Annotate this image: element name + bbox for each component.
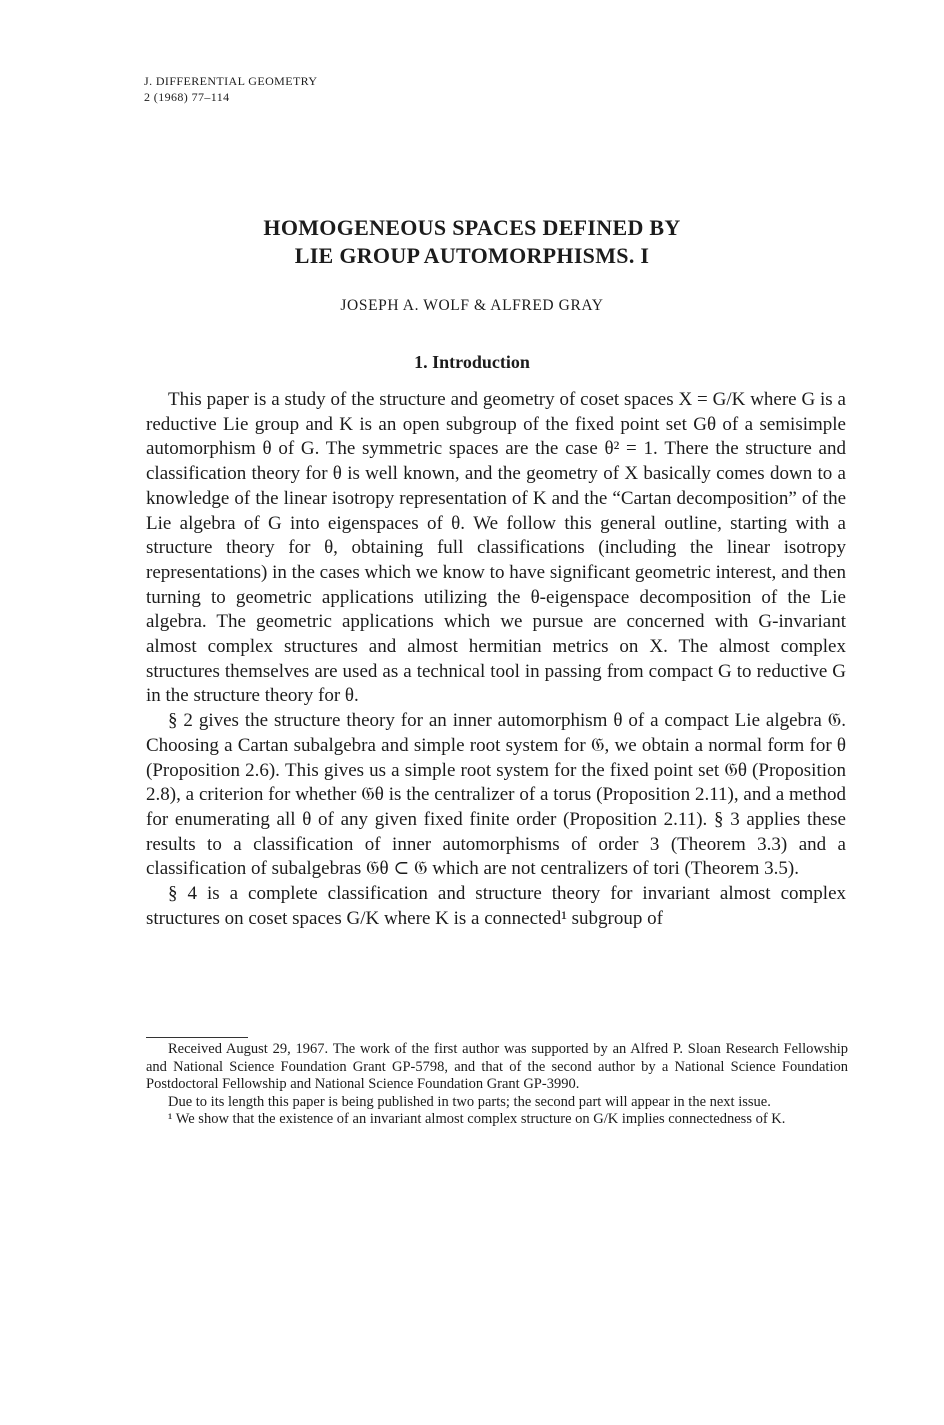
paper-title bbox=[0, 214, 944, 270]
body-text bbox=[146, 388, 846, 931]
journal-header bbox=[144, 73, 318, 105]
title-line-2: LIE GROUP AUTOMORPHISMS. I bbox=[294, 243, 650, 268]
footnote-received: Received August 29, 1967. The work of the first author was supported by an Alfred P. Sloan Research Fellowship and National Science Foundation Grant GP-5798, and that of the second author by a National Science Foundation Postdoctoral Fellowship and National Science Foundation Grant GP-3990. bbox=[146, 1041, 848, 1092]
journal-name: J. DIFFERENTIAL GEOMETRY bbox=[144, 74, 318, 88]
paragraph: § 2 gives the structure theory for an inner automorphism θ of a compact Lie algebra 𝔊. Choosing a Cartan subalgebra and simple root system for 𝔊, we obtain a normal form for θ (Proposition 2.6). This gives us a simple root system for the fixed point set 𝔊θ (Proposition 2.8), a criterion for whether 𝔊θ is the centralizer of a torus (Proposition 2.11), and a method for enumerating all θ of any given fixed finite order (Proposition 2.11). § 3 applies these results to a classification of inner automorphisms of order 3 (Theorem 3.3) and a classification of subalgebras 𝔊θ ⊂ 𝔊 which are not centralizers of tori (Theorem 3.5). bbox=[146, 710, 846, 880]
paragraph: This paper is a study of the structure and geometry of coset spaces X = G/K where G is a reductive Lie group and K is an open subgroup of the fixed point set Gθ of a semisimple automorphism θ of G. The symmetric spaces are the case θ² = 1. There the structure and classification theory for θ is well known, and the geometry of X basically comes down to a knowledge of the linear isotropy representation of K and the “Cartan decomposition” of the Lie algebra of G into eigenspaces of θ. We follow this general outline, starting with a structure theory for θ, obtaining full classifications (including the linear isotropy representations) in the cases which we know to have significant geometric interest, and then turning to geometric applications utilizing the θ-eigenspace decomposition of the Lie algebra. The geometric applications which we pursue are concerned with G-invariant almost complex structures and almost hermitian metrics on X. The almost complex structures themselves are used as a technical tool in passing from compact G to reductive G in the structure theory for θ. bbox=[146, 389, 846, 707]
footnotes bbox=[146, 1041, 848, 1129]
paragraph: § 4 is a complete classification and structure theory for invariant almost complex structures on coset spaces G/K where K is a connected¹ subgroup of bbox=[146, 883, 846, 929]
footnote-divider bbox=[146, 1037, 248, 1038]
footnote-1: ¹ We show that the existence of an invariant almost complex structure on G/K implies connectedness of K. bbox=[168, 1111, 786, 1127]
section-heading: 1. Introduction bbox=[414, 352, 530, 372]
footnote-publication: Due to its length this paper is being published in two parts; the second part will appear in the next issue. bbox=[168, 1093, 771, 1110]
authors: JOSEPH A. WOLF & ALFRED GRAY bbox=[340, 297, 604, 314]
journal-volume: 2 (1968) 77–114 bbox=[144, 90, 230, 104]
title-line-1: HOMOGENEOUS SPACES DEFINED BY bbox=[263, 215, 681, 240]
